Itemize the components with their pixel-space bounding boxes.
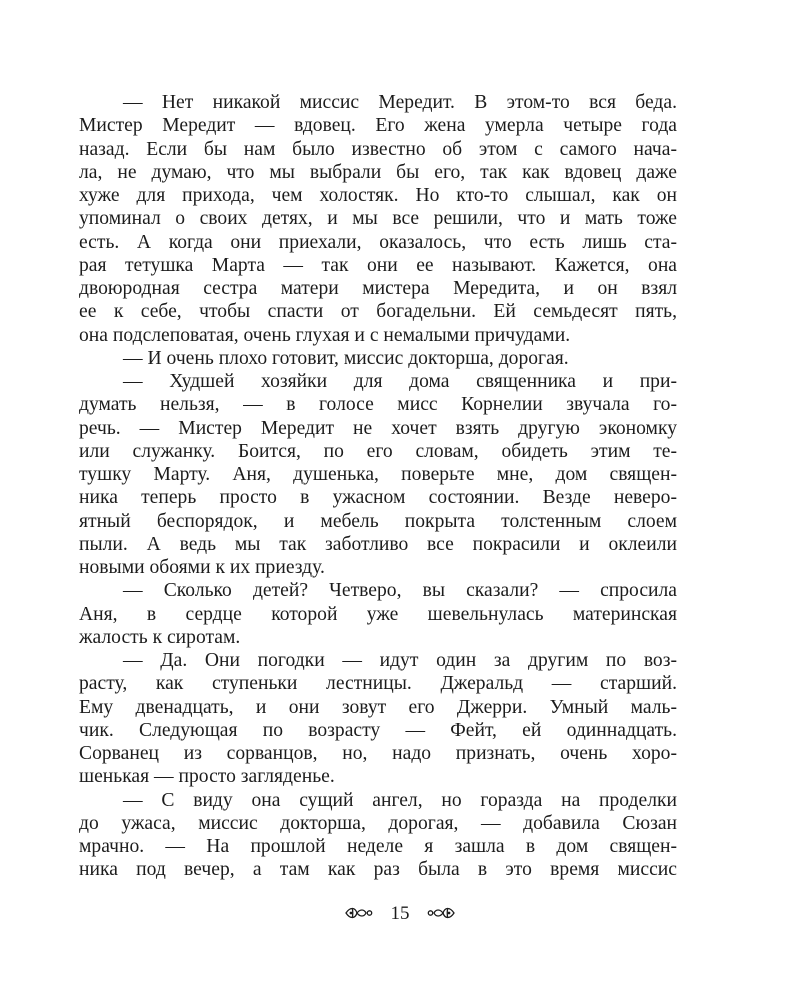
text-line: ла, не думаю, что мы выбрали бы его, так как вдовец даже [79,161,677,183]
text-line: тушку Марту. Аня, душенька, поверьте мне, дом священ- [79,464,677,485]
text-line: ятный беспорядок, и мебель покрыта толстенным слоем [79,510,677,532]
floral-ornament-left-icon [344,905,374,921]
text-line: шенькая — просто загляденье. [79,766,335,788]
floral-ornament-right-icon [426,905,456,921]
text-line: ника теперь просто в ужасном состоянии. Везде неверо- [79,487,677,509]
text-line: — Да. Они погодки — идут один за другим по воз- [123,650,677,671]
text-line: чик. Следующая по возрасту — Фейт, ей одиннадцать. [79,719,677,741]
text-line: ее к себе, чтобы спасти от богадельни. Ей семьдесят пять, [79,301,677,323]
text-line: двоюродная сестра матери мистера Мередита, и он взял [79,278,677,299]
text-line: мрачно. — На прошлой неделе я зашла в дом священ- [79,836,677,857]
text-line: Аня, в сердце которой уже шевельнулась материнская [79,603,677,625]
text-line: она подслеповатая, очень глухая и с немалыми причудами. [79,324,571,346]
text-line: ника под вечер, а там как раз была в это время миссис [79,859,677,881]
text-line: есть. А когда они приехали, оказалось, что есть лишь ста- [79,231,677,253]
text-line: рая тетушка Марта — так они ее называют. Кажется, она [79,254,677,276]
page-footer [0,902,800,926]
text-line: назад. Если бы нам было известно об этом с самого нача- [79,138,677,160]
text-line: упоминал о своих детях, и мы все решили, что и мать тоже [79,208,677,230]
text-line: или служанку. Боится, по его словам, обидеть этим те- [79,440,677,462]
text-line: — Сколько детей? Четверо, вы сказали? — спросила [123,580,677,602]
body-text [79,91,677,882]
text-line: жалость к сиротам. [79,626,241,648]
text-line: Мистер Мередит — вдовец. Его жена умерла четыре года [79,115,677,137]
text-line: думать нельзя, — в голосе мисс Корнелии звучала го- [79,394,677,416]
text-line: пыли. А ведь мы так заботливо все покрасили и оклеили [79,533,677,555]
text-line: — Худшей хозяйки для дома священника и при- [123,371,677,392]
text-line: Ему двенадцать, и они зовут его Джерри. Умный маль- [79,696,677,718]
text-line: Сорванец из сорванцов, но, надо признать, очень хоро- [79,743,677,764]
text-line: расту, как ступеньки лестницы. Джеральд — старший. [79,673,677,695]
text-line: хуже для прихода, чем холостяк. Но кто-то слышал, как он [79,185,677,206]
text-line: новыми обоями к их приезду. [79,557,325,578]
text-line: — И очень плохо готовит, миссис докторша, дорогая. [123,347,569,369]
text-line: речь. — Мистер Мередит не хочет взять другую экономку [79,417,677,439]
text-line: — С виду она сущий ангел, но горазда на проделки [123,789,677,811]
text-line: до ужаса, миссис докторша, дорогая, — добавила Сюзан [79,812,677,834]
text-line: — Нет никакой миссис Мередит. В этом-то вся беда. [123,92,677,113]
page-number: 15 [390,903,410,924]
